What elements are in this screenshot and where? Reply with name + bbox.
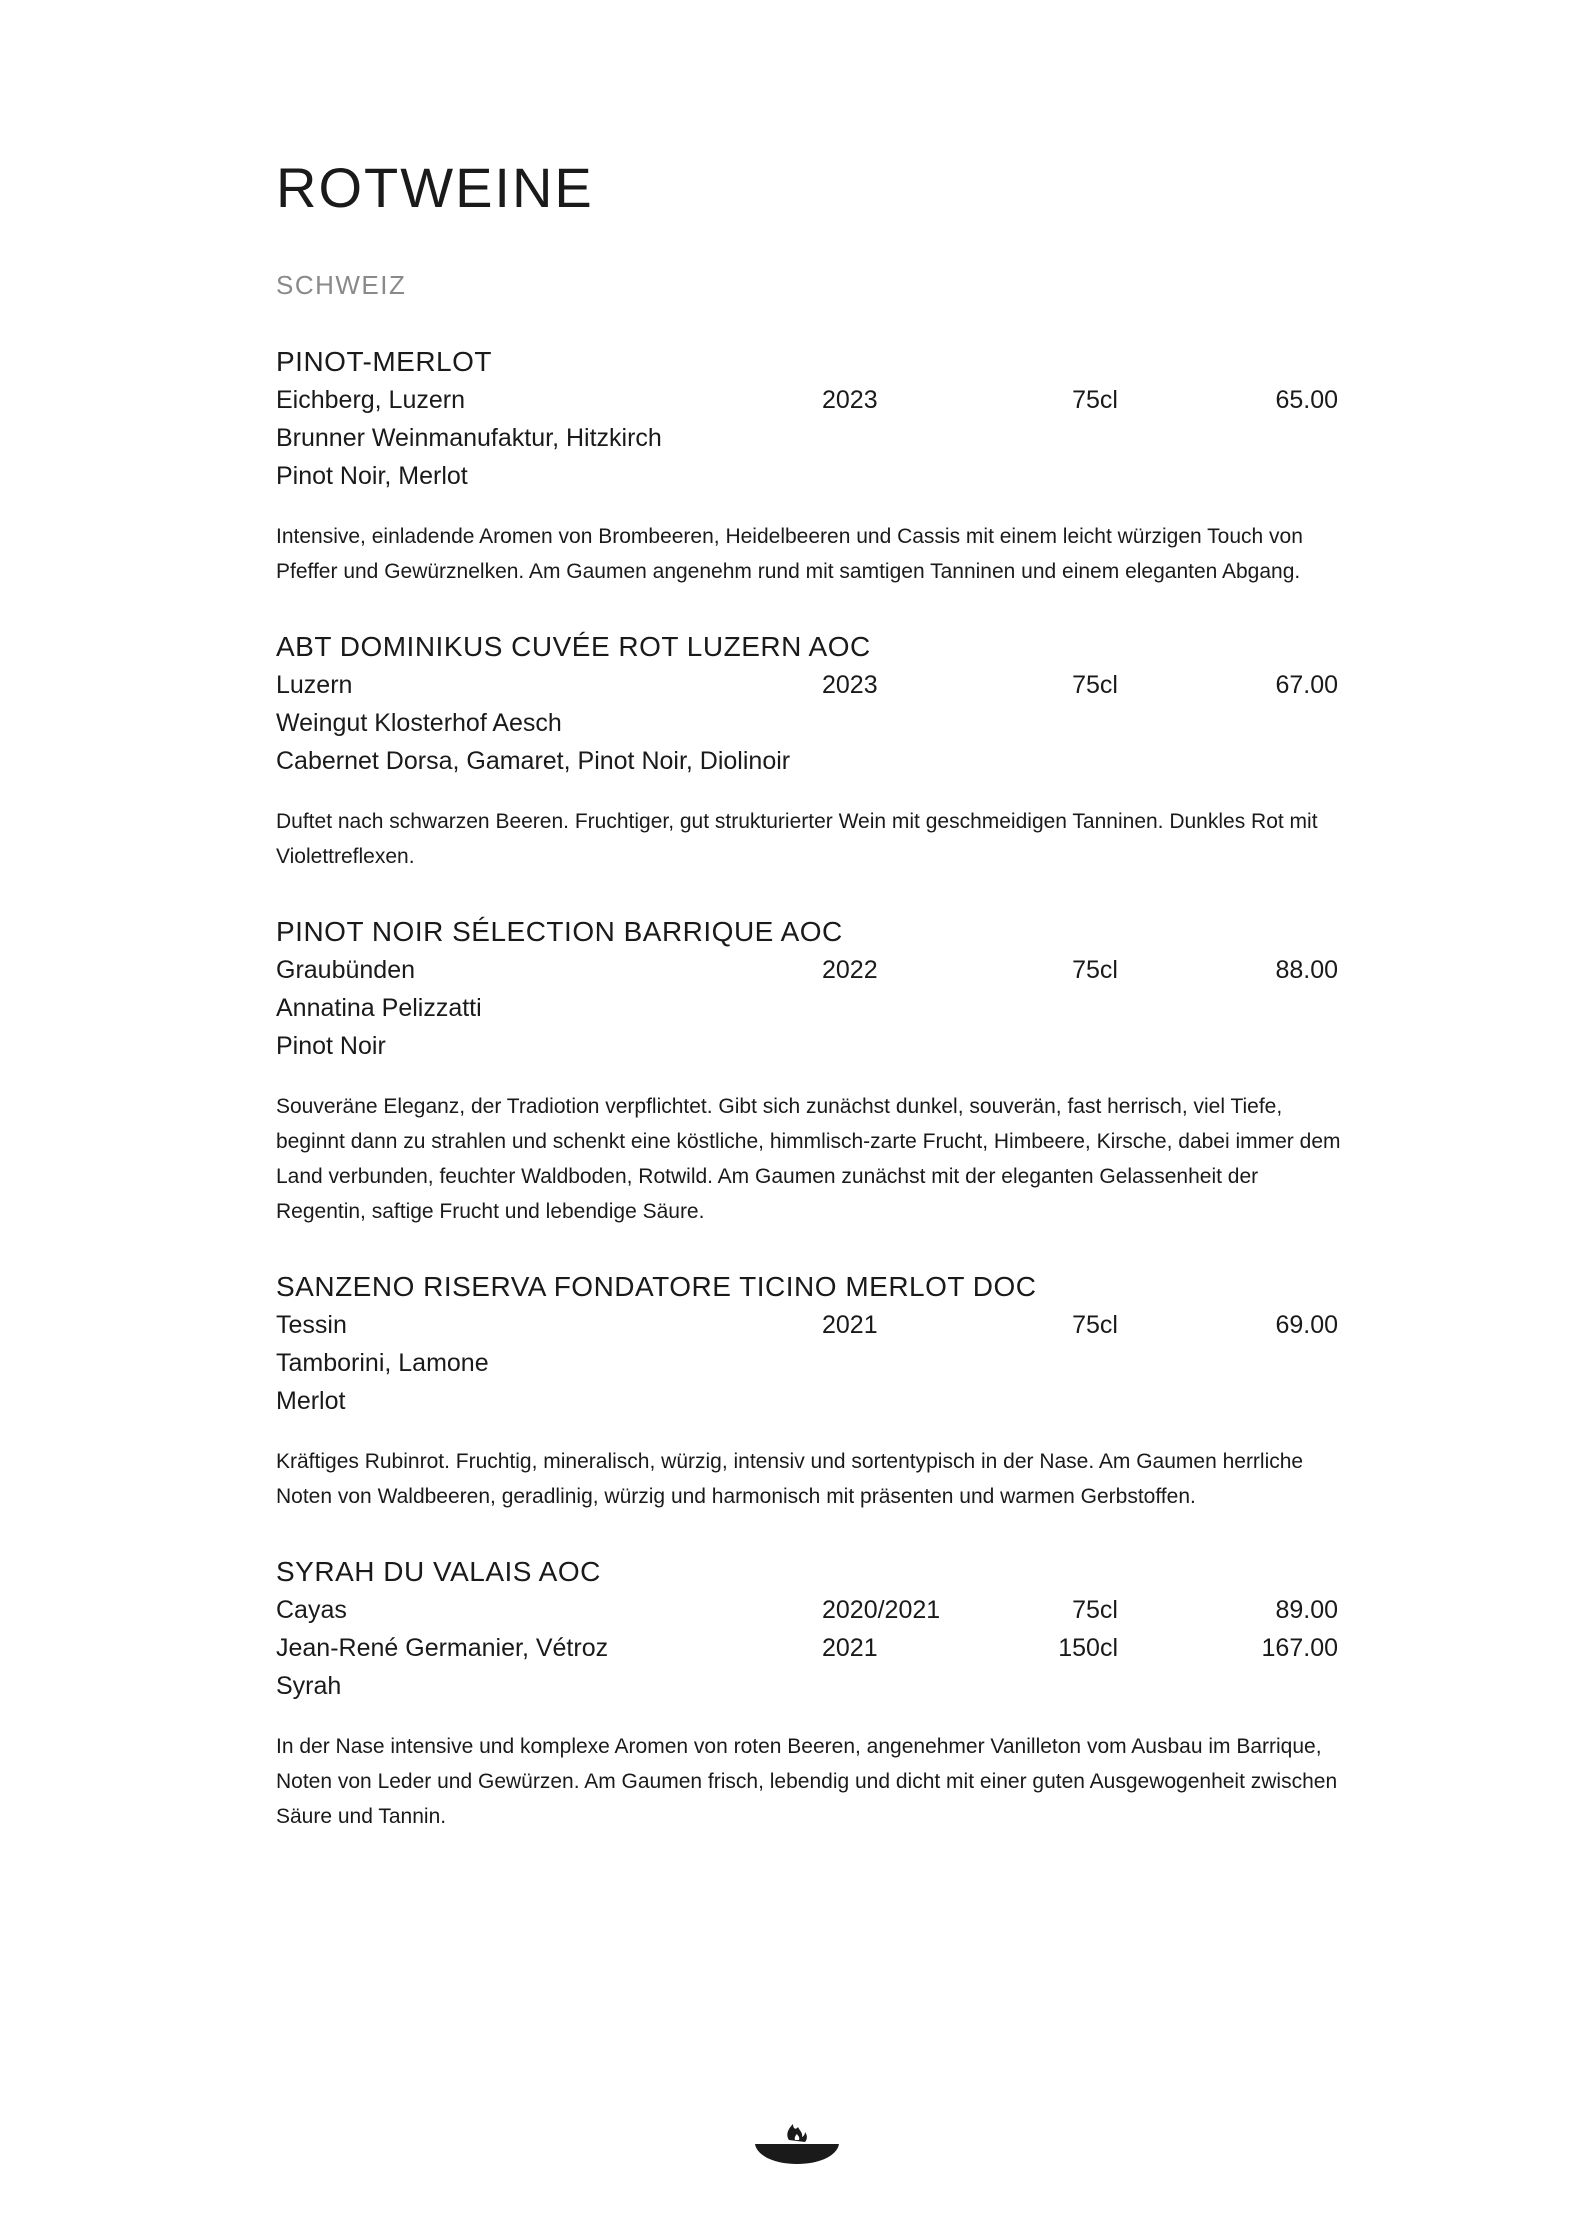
wine-entry <box>276 343 1338 589</box>
wine-price: 67.00 <box>1275 671 1338 699</box>
wine-row <box>276 381 1338 419</box>
wine-name: PINOT-MERLOT <box>276 346 493 377</box>
wine-row <box>276 1344 1338 1382</box>
wine-row <box>276 1306 1338 1344</box>
wine-entry <box>276 1268 1338 1514</box>
wine-producer: Jean-René Germanier, Vétroz <box>276 1634 609 1662</box>
wine-origin: Eichberg, Luzern <box>276 386 466 414</box>
wine-vintage: 2020/2021 <box>822 1596 941 1624</box>
wine-origin: Tessin <box>276 1311 347 1339</box>
wine-row <box>276 419 1338 457</box>
wine-vintage: 2021 <box>822 1311 878 1339</box>
wine-vintage: 2021 <box>822 1634 878 1662</box>
wine-producer: Brunner Weinmanufaktur, Hitzkirch <box>276 424 662 452</box>
wine-row <box>276 989 1338 1027</box>
wine-size: 75cl <box>1072 671 1118 699</box>
wine-name: PINOT NOIR SÉLECTION BARRIQUE AOC <box>276 916 843 947</box>
wine-name: SYRAH DU VALAIS AOC <box>276 1556 601 1587</box>
wine-description: Kräftiges Rubinrot. Fruchtig, mineralisch, würzig, intensiv und sortentypisch in der Nase. Am Gaumen herrliche Noten von Waldbeeren, geradlinig, würzig und harmonisch mit präsenten und warmen Gerbstoffen. <box>276 1450 1304 1508</box>
fire-bowl-icon <box>755 2118 839 2166</box>
wine-size: 75cl <box>1072 956 1118 984</box>
wine-price: 89.00 <box>1275 1596 1338 1624</box>
bowl-shape <box>755 2144 839 2164</box>
wine-size: 75cl <box>1072 386 1118 414</box>
flame-shape <box>787 2124 807 2142</box>
wine-vintage: 2022 <box>822 956 878 984</box>
wine-entry <box>276 628 1338 874</box>
wine-description: In der Nase intensive und komplexe Aromen von roten Beeren, angenehmer Vanilleton vom Ausbau im Barrique, Noten von Leder und Gewürzen. Am Gaumen frisch, lebendig und dicht mit einer guten Ausgewogenheit zwischen Säure und Tannin. <box>276 1735 1338 1828</box>
page-title: ROTWEINE <box>276 156 594 219</box>
wine-name: ABT DOMINIKUS CUVÉE ROT LUZERN AOC <box>276 631 871 662</box>
wine-row <box>276 742 1338 780</box>
wine-grapes: Syrah <box>276 1672 342 1700</box>
wine-row <box>276 1629 1338 1667</box>
wine-producer: Annatina Pelizzatti <box>276 994 482 1022</box>
wine-vintage: 2023 <box>822 386 878 414</box>
wine-row <box>276 1667 1338 1705</box>
wine-grapes: Cabernet Dorsa, Gamaret, Pinot Noir, Diolinoir <box>276 747 791 775</box>
wine-origin: Luzern <box>276 671 353 699</box>
wine-price: 167.00 <box>1261 1634 1338 1662</box>
wine-description: Duftet nach schwarzen Beeren. Fruchtiger, gut strukturierter Wein mit geschmeidigen Tanninen. Dunkles Rot mit Violettreflexen. <box>276 810 1318 868</box>
wine-row <box>276 1382 1338 1420</box>
wine-grapes: Pinot Noir, Merlot <box>276 462 468 490</box>
wine-grapes: Merlot <box>276 1387 346 1415</box>
wine-entry <box>276 1553 1338 1834</box>
wine-description: Souveräne Eleganz, der Tradiotion verpflichtet. Gibt sich zunächst dunkel, souverän, fast herrisch, viel Tiefe, beginnt dann zu strahlen und schenkt eine köstliche, himmlisch-zarte Frucht, Himbeere, Kirsche, dabei immer dem Land verbunden, feuchter Waldboden, Rotwild. Am Gaumen zunächst mit der eleganten Gelassenheit der Regentin, saftige Frucht und lebendige Säure. <box>276 1095 1341 1223</box>
wine-origin: Graubünden <box>276 956 416 984</box>
wine-producer: Weingut Klosterhof Aesch <box>276 709 562 737</box>
wine-row <box>276 457 1338 495</box>
wine-row <box>276 951 1338 989</box>
wine-row <box>276 1591 1338 1629</box>
region-heading: SCHWEIZ <box>276 270 407 300</box>
wine-size: 75cl <box>1072 1596 1118 1624</box>
wine-entry <box>276 913 1341 1229</box>
wine-producer: Tamborini, Lamone <box>276 1349 489 1377</box>
wine-vintage: 2023 <box>822 671 878 699</box>
wine-row <box>276 666 1338 704</box>
wine-size: 75cl <box>1072 1311 1118 1339</box>
wine-origin: Cayas <box>276 1596 347 1624</box>
wine-price: 88.00 <box>1275 956 1338 984</box>
wine-name: SANZENO RISERVA FONDATORE TICINO MERLOT DOC <box>276 1271 1037 1302</box>
wine-size: 150cl <box>1058 1634 1118 1662</box>
wine-description: Intensive, einladende Aromen von Brombeeren, Heidelbeeren und Cassis mit einem leicht würzigen Touch von Pfeffer und Gewürznelken. Am Gaumen angenehm rund mit samtigen Tanninen und einem eleganten Abgang. <box>276 525 1303 583</box>
wine-grapes: Pinot Noir <box>276 1032 386 1060</box>
wine-row <box>276 1027 1338 1065</box>
wine-price: 69.00 <box>1275 1311 1338 1339</box>
wine-price: 65.00 <box>1275 386 1338 414</box>
wine-row <box>276 704 1338 742</box>
